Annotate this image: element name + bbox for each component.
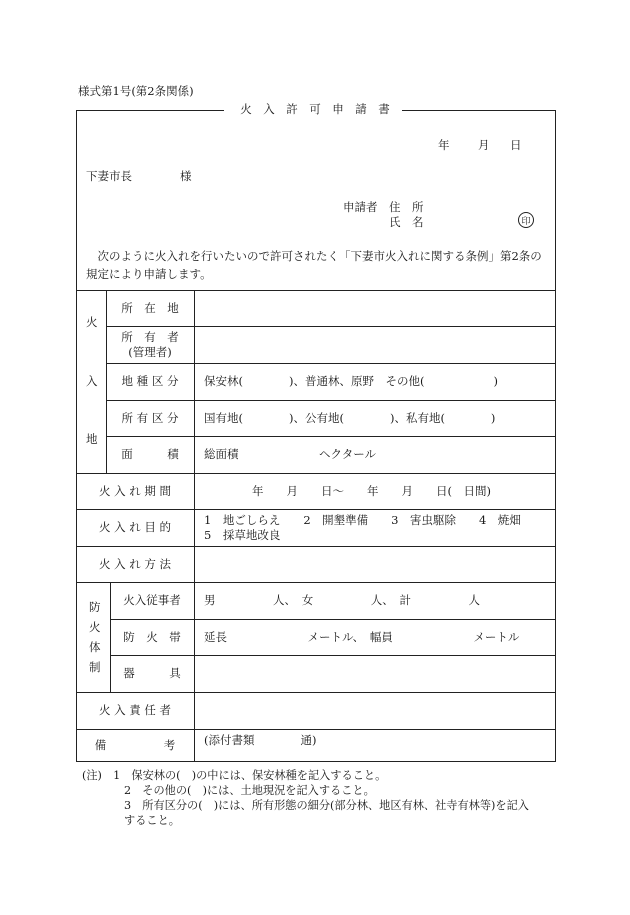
period-value[interactable]: 年 月 日～ 年 月 日( 日間) xyxy=(252,483,491,498)
land-group-label-2: 入 xyxy=(86,374,98,388)
method-value[interactable] xyxy=(200,546,550,582)
remarks-value[interactable]: (添付書類 通) xyxy=(204,733,317,747)
firebreak-value[interactable]: 延長 メートル、 幅員 メートル xyxy=(204,629,520,644)
purpose-label: 火 入 れ 目 的 xyxy=(98,520,172,535)
notes xyxy=(82,768,562,828)
addressee-honorific: 様 xyxy=(180,169,192,183)
location-value[interactable] xyxy=(200,290,550,326)
land-type-label: 地 種 区 分 xyxy=(121,374,179,389)
date-year: 年 xyxy=(438,138,450,152)
note-3-continued: すること。 xyxy=(124,814,180,828)
intro-text: 次のように火入れを行いたいので許可されたく「下妻市火入れに関する条例」第2条の規定により申請します。 xyxy=(86,249,542,281)
fire-group-label-2: 火 xyxy=(89,620,101,634)
area-value[interactable]: 総面積 ヘクタール xyxy=(204,447,377,462)
period-label: 火 入 れ 期 間 xyxy=(98,483,172,498)
remarks-label: 備 考 xyxy=(94,738,176,753)
note-2: 2 その他の( )には、土地現況を記入すること。 xyxy=(124,784,375,798)
form-number: 様式第1号(第2条関係) xyxy=(78,84,194,98)
applicant-label: 申請者 xyxy=(343,200,378,214)
ownership-type-label: 所 有 区 分 xyxy=(121,410,179,425)
note-3: 3 所有区分の( )には、所有形態の細分(部分林、地区有林、社寺有林等)を記入 xyxy=(124,799,529,813)
owner-label: 所 有 者 xyxy=(121,330,179,345)
purpose-value[interactable] xyxy=(204,509,554,546)
equipment-value[interactable] xyxy=(200,655,550,692)
seal-mark: 印 xyxy=(518,212,534,228)
fire-group-label-4: 制 xyxy=(89,660,101,674)
note-1: 1 保安林の( )の中には、保安林種を記入すること。 xyxy=(113,769,387,782)
applicant-address-label: 住 所 xyxy=(389,200,424,214)
form-title: 火 入 許 可 申 請 書 xyxy=(0,104,630,116)
ownership-type-value[interactable]: 国有地( )、公有地( )、私有地( ) xyxy=(204,410,496,425)
date-month: 月 xyxy=(478,138,490,152)
land-type-value[interactable]: 保安林( )、普通林、原野 その他( ) xyxy=(204,374,498,389)
land-group-label-1: 火 xyxy=(86,315,98,329)
owner-label-cell xyxy=(106,326,194,363)
applicant-name-label: 氏 名 xyxy=(389,215,424,229)
fire-group-label-3: 体 xyxy=(89,640,101,654)
purpose-line-1: 1 地ごしらえ 2 開墾準備 3 害虫駆除 4 焼畑 xyxy=(204,513,521,528)
fire-group-label-1: 防 xyxy=(89,600,101,614)
location-label: 所 在 地 xyxy=(121,300,179,315)
equipment-label: 器 具 xyxy=(123,666,181,681)
area-label: 面 積 xyxy=(121,447,179,462)
responsible-label: 火 入 責 任 者 xyxy=(98,703,172,718)
responsible-value[interactable] xyxy=(200,692,550,729)
fire-workers-label: 火入従事者 xyxy=(123,593,181,608)
firebreak-label: 防 火 帯 xyxy=(123,629,181,644)
date-day: 日 xyxy=(510,138,522,152)
addressee-name: 下妻市長 xyxy=(86,169,132,183)
land-group-label-3: 地 xyxy=(86,432,98,446)
notes-prefix: (注) xyxy=(82,769,102,782)
fire-workers-value[interactable]: 男 人、 女 人、 計 人 xyxy=(204,593,480,608)
purpose-line-2: 5 採草地改良 xyxy=(204,527,281,542)
owner-sublabel: (管理者) xyxy=(128,344,172,359)
method-label: 火 入 れ 方 法 xyxy=(98,556,172,571)
owner-value[interactable] xyxy=(200,326,550,363)
